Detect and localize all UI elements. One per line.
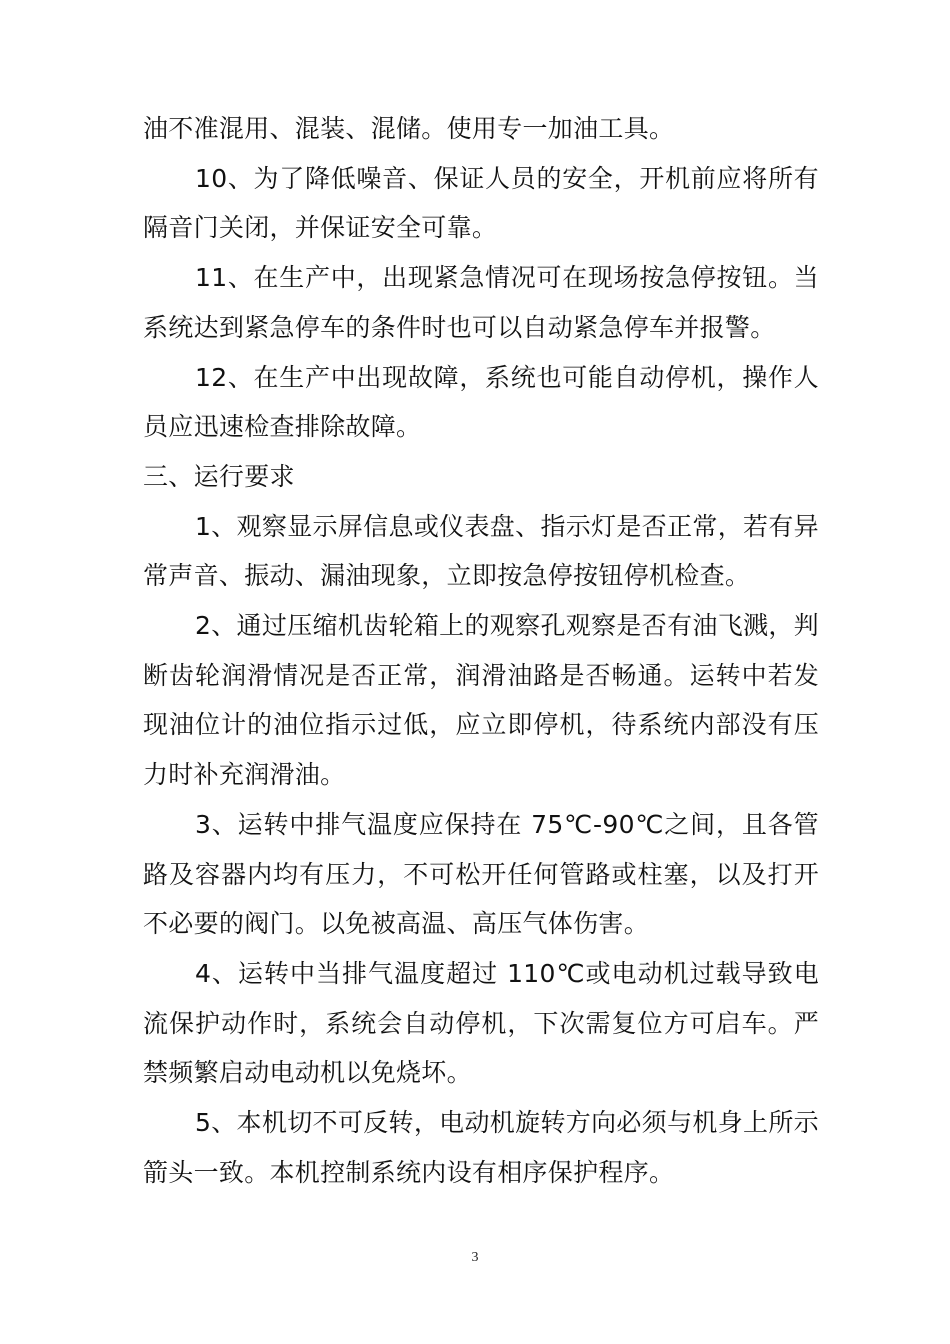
paragraph-requirement-1: 1、观察显示屏信息或仪表盘、指示灯是否正常，若有异常声音、振动、漏油现象，立即按急停按钮停机检查。 (143, 511, 819, 591)
paragraph-item-10: 10、为了降低噪音、保证人员的安全，开机前应将所有隔音门关闭，并保证安全可靠。 (143, 163, 819, 243)
paragraph-item-11: 11、在生产中，出现紧急情况可在现场按急停按钮。当系统达到紧急停车的条件时也可以自动紧急停车并报警。 (143, 263, 819, 342)
body-text (143, 104, 819, 1197)
page-number: 3 (471, 1250, 479, 1265)
paragraph-requirement-3: 3、运转中排气温度应保持在 75℃-90℃之间，且各管路及容器内均有压力，不可松开任何管路或柱塞，以及打开不必要的阀门。以免被高温、高压气体伤害。 (143, 809, 819, 939)
paragraph-requirement-4: 4、运转中当排气温度超过 110℃或电动机过载导致电流保护动作时，系统会自动停机，下次需复位方可启车。严禁频繁启动电动机以免烧坏。 (143, 958, 819, 1088)
paragraph-requirement-5: 5、本机切不可反转，电动机旋转方向必须与机身上所示箭头一致。本机控制系统内设有相序保护程序。 (143, 1108, 819, 1187)
section-heading-operation-requirements: 三、运行要求 (143, 461, 295, 491)
paragraph-item-12: 12、在生产中出现故障，系统也可能自动停机，操作人员应迅速检查排除故障。 (143, 362, 819, 442)
paragraph-oil-tools: 油不准混用、混装、混储。使用专一加油工具。 (143, 114, 675, 143)
paragraph-requirement-2: 2、通过压缩机齿轮箱上的观察孔观察是否有油飞溅，判断齿轮润滑情况是否正常，润滑油路是否畅通。运转中若发现油位计的油位指示过低，应立即停机，待系统内部没有压力时补充润滑油。 (143, 611, 819, 790)
